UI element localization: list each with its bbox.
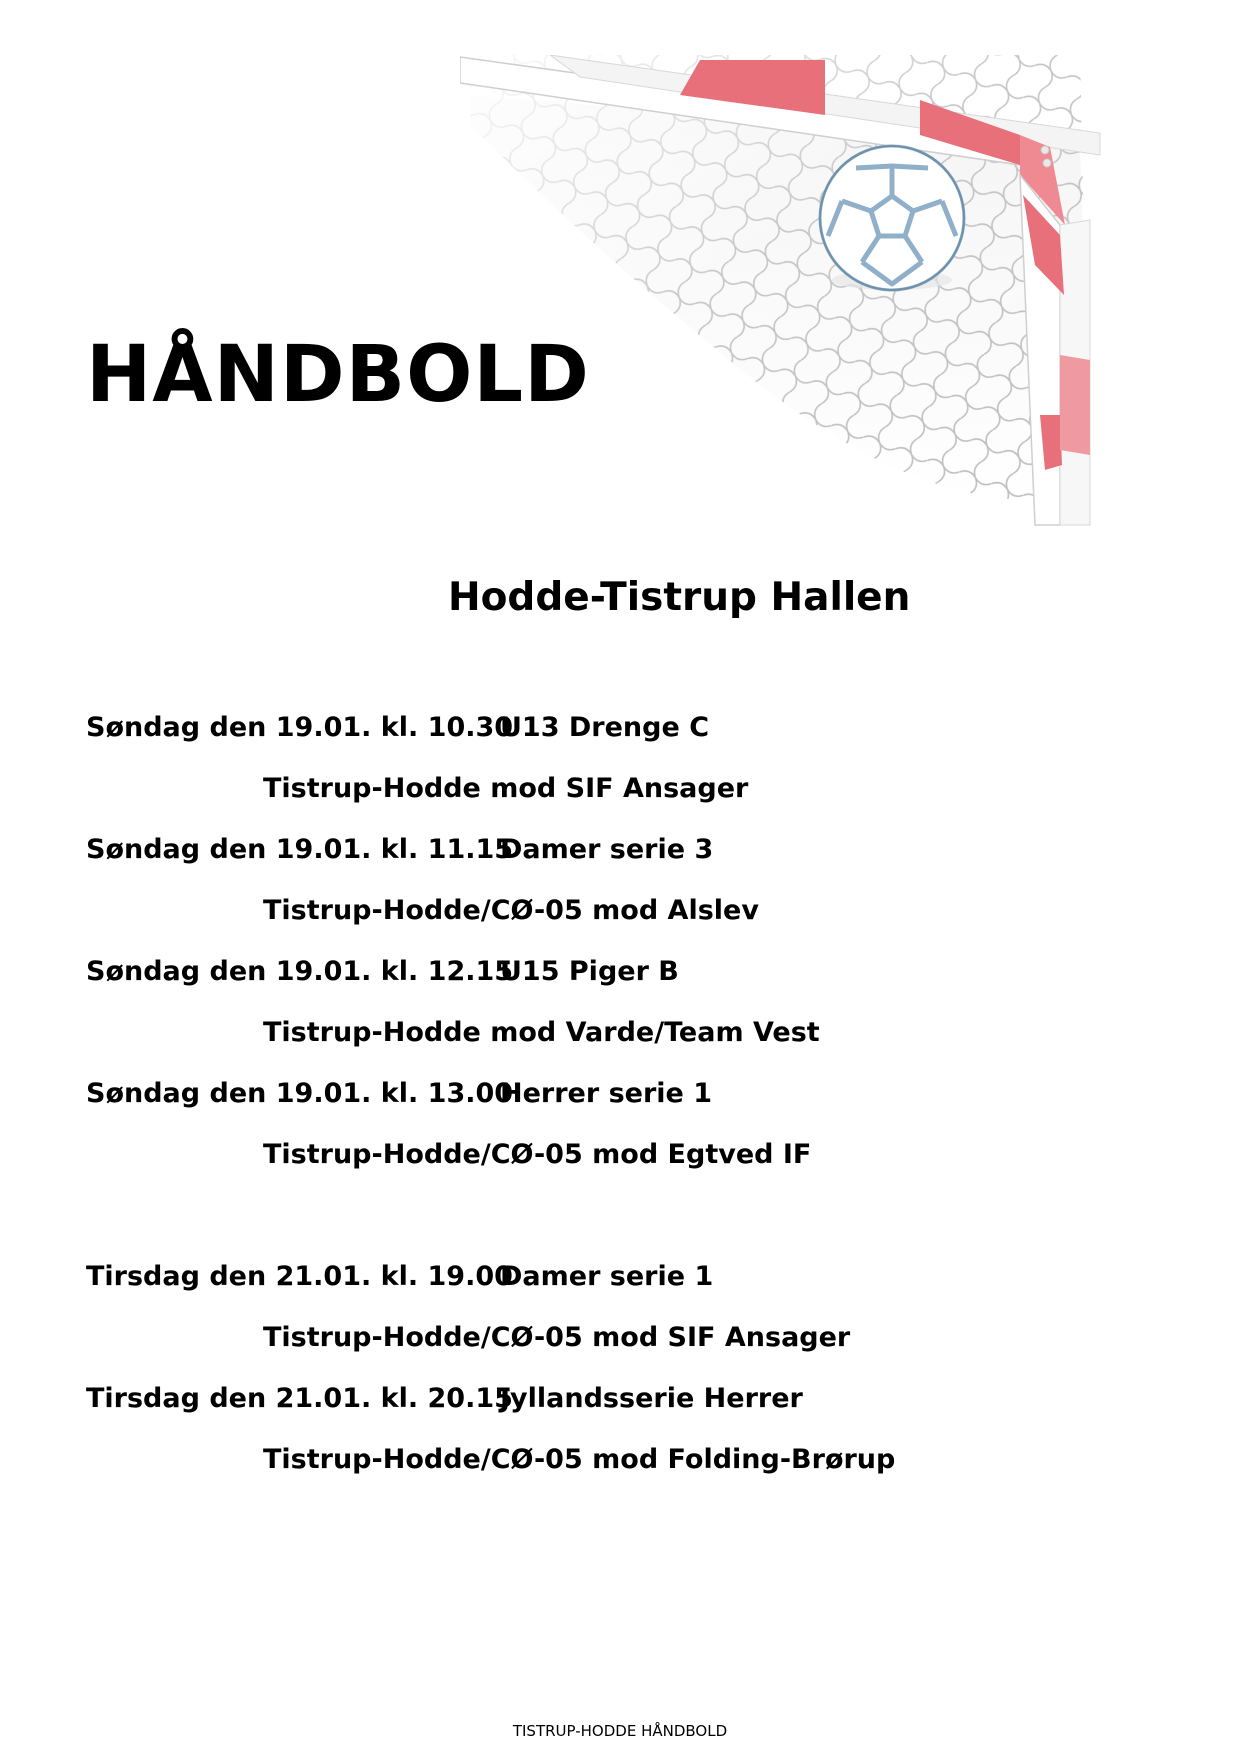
match-datetime: Søndag den 19.01. kl. 13.00 — [86, 1078, 514, 1109]
match-schedule — [86, 712, 1086, 1505]
match-teams: Tistrup-Hodde/CØ-05 mod Alslev — [263, 895, 759, 926]
match-entry — [86, 712, 1086, 834]
match-category: Jyllandsserie Herrer — [500, 1383, 803, 1414]
match-entry — [86, 1261, 1086, 1383]
match-entry — [86, 834, 1086, 956]
match-teams: Tistrup-Hodde/CØ-05 mod SIF Ansager — [263, 1322, 851, 1353]
match-category: U13 Drenge C — [500, 712, 710, 743]
page-footer: TISTRUP-HODDE HÅNDBOLD — [512, 1722, 728, 1740]
match-datetime: Søndag den 19.01. kl. 12.15 — [86, 956, 514, 987]
match-entry — [86, 956, 1086, 1078]
match-teams: Tistrup-Hodde mod Varde/Team Vest — [263, 1017, 820, 1048]
match-datetime: Tirsdag den 21.01. kl. 19.00 — [86, 1261, 513, 1292]
match-teams: Tistrup-Hodde mod SIF Ansager — [263, 773, 749, 804]
match-teams: Tistrup-Hodde/CØ-05 mod Folding-Brørup — [263, 1444, 896, 1475]
match-teams: Tistrup-Hodde/CØ-05 mod Egtved IF — [263, 1139, 812, 1170]
match-entry — [86, 1078, 1086, 1200]
handball-icon — [820, 146, 964, 290]
match-category: Damer serie 3 — [500, 834, 714, 865]
page-title: HÅNDBOLD — [86, 330, 590, 420]
day-separator — [86, 1200, 1086, 1261]
match-datetime: Tirsdag den 21.01. kl. 20.15 — [86, 1383, 513, 1414]
venue-heading: Hodde-Tistrup Hallen — [448, 575, 911, 620]
match-entry — [86, 1383, 1086, 1505]
match-category: U15 Piger B — [500, 956, 679, 987]
match-datetime: Søndag den 19.01. kl. 10.30 — [86, 712, 514, 743]
match-category: Herrer serie 1 — [500, 1078, 713, 1109]
match-datetime: Søndag den 19.01. kl. 11.15 — [86, 834, 514, 865]
match-category: Damer serie 1 — [500, 1261, 714, 1292]
